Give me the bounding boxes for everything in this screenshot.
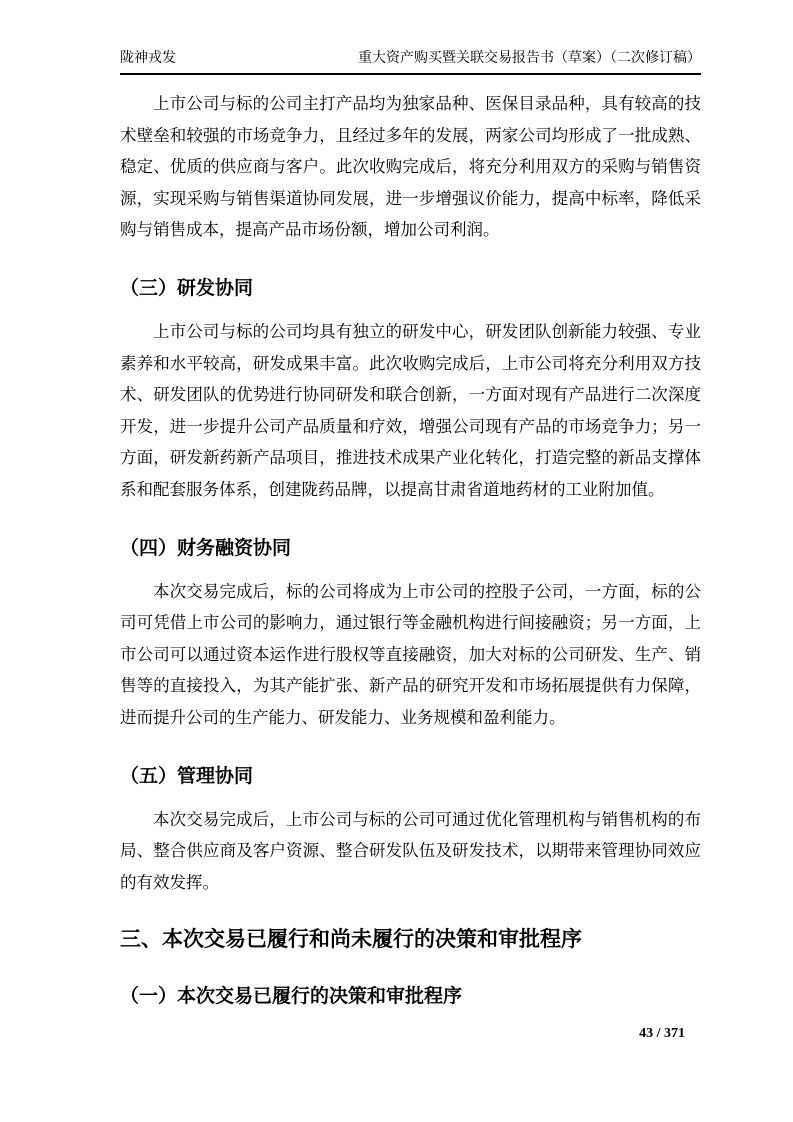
page-number: 43 / 371 — [639, 1026, 685, 1041]
section-heading-completed-procedures: （一）本次交易已履行的决策和审批程序 — [120, 986, 463, 1008]
section-heading-rd-synergy: （三）研发协同 — [120, 277, 254, 299]
page-header — [120, 50, 701, 75]
section-heading-finance-synergy: （四）财务融资协同 — [120, 537, 292, 559]
header-company-name: 陇神戎发 — [120, 51, 176, 66]
header-report-title: 重大资产购买暨关联交易报告书（草案）（二次修订稿） — [358, 51, 701, 66]
paragraph-management-synergy: 本次交易完成后，上市公司与标的公司可通过优化管理机构与销售机构的布局、整合供应商及客户资源、整合研发队伍及研发技术，以期带来管理协同效应的有效发挥。 — [120, 809, 701, 892]
section-heading-management-synergy: （五）管理协同 — [120, 765, 254, 787]
paragraph-finance-synergy: 本次交易完成后，标的公司将成为上市公司的控股子公司，一方面，标的公司可凭借上市公司的影响力，通过银行等金融机构进行间接融资；另一方面，上市公司可以通过资本运作进行股权等直接融资，加大对标的公司研发、生产、销售等的直接投入，为其产能扩张、新产品的研究开发和市场拓展提供有力保障，进而提升公司的生产能力、研发能力、业务规模和盈利能力。 — [120, 581, 701, 727]
paragraph-rd-synergy: 上市公司与标的公司均具有独立的研发中心，研发团队创新能力较强、专业素养和水平较高，研发成果丰富。此次收购完成后，上市公司将充分利用双方技术、研发团队的优势进行协同研发和联合创新，一方面对现有产品进行二次深度开发，进一步提升公司产品质量和疗效，增强公司现有产品的市场竞争力；另一方面，研发新药新产品项目，推进技术成果产业化转化，打造完整的新品支撑体系和配套服务体系，创建陇药品牌，以提高甘肃省道地药材的工业附加值。 — [120, 321, 701, 499]
chapter-heading-approval-procedures: 三、本次交易已履行和尚未履行的决策和审批程序 — [120, 928, 582, 952]
paragraph-purchase-sales-synergy: 上市公司与标的公司主打产品均为独家品种、医保目录品种，具有较高的技术壁垒和较强的市场竞争力，且经过多年的发展，两家公司均形成了一批成熟、稳定、优质的供应商与客户。此次收购完成后，将充分利用双方的采购与销售资源，实现采购与销售渠道协同发展，进一步增强议价能力，提高中标率，降低采购与销售成本，提高产品市场份额，增加公司利润。 — [120, 94, 701, 240]
